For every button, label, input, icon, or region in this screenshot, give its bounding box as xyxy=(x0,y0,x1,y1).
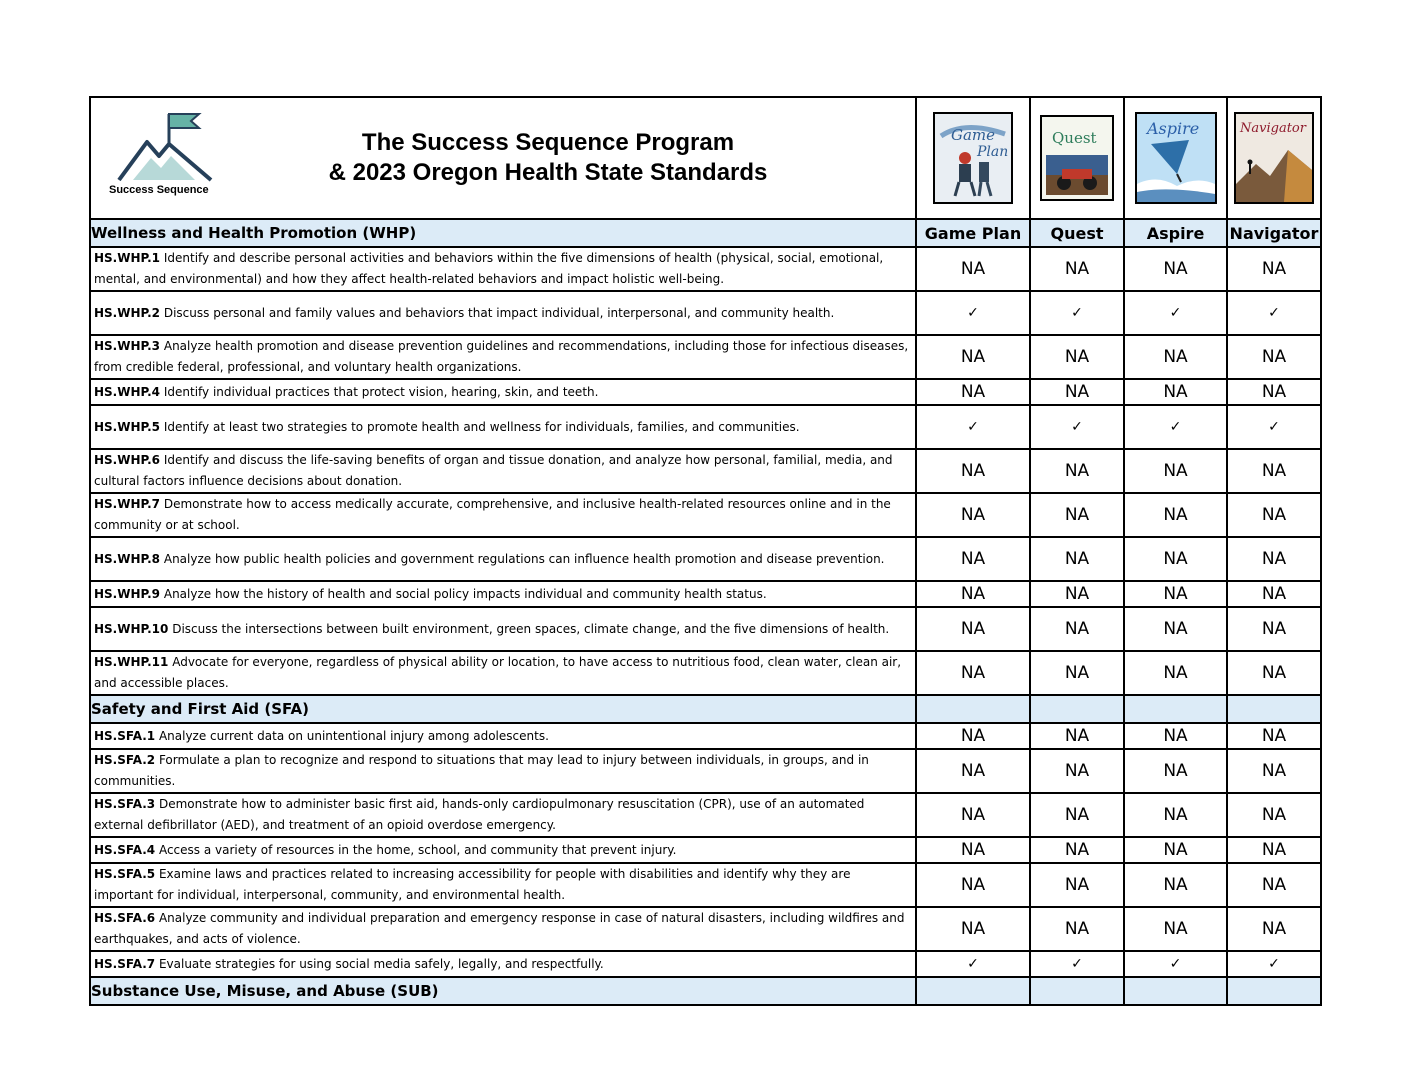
standard-row xyxy=(90,247,1321,291)
game-plan-cover xyxy=(933,112,1013,204)
standard-code: HS.SFA.6 xyxy=(94,911,156,925)
standard-row xyxy=(90,581,1321,607)
standard-description: Analyze how the history of health and social policy impacts individual and community health status. xyxy=(163,586,767,601)
value-cell-game-plan: NA xyxy=(916,651,1030,695)
standard-code: HS.WHP.2 xyxy=(94,305,161,320)
standard-code: HS.SFA.4 xyxy=(94,842,156,857)
check-mark-quest: ✓ xyxy=(1030,291,1124,335)
standard-row xyxy=(90,837,1321,863)
success-sequence-logo xyxy=(109,110,221,196)
standard-row xyxy=(90,379,1321,405)
logo-text: Success Sequence xyxy=(109,184,209,196)
standard-description: Analyze current data on unintentional injury among adolescents. xyxy=(158,728,549,743)
section-empty-cell xyxy=(916,977,1030,1005)
section-header-row xyxy=(90,977,1321,1005)
section-empty-cell xyxy=(1124,977,1227,1005)
value-cell-aspire: NA xyxy=(1124,581,1227,607)
value-cell-navigator: NA xyxy=(1227,493,1321,537)
standard-row xyxy=(90,723,1321,749)
column-header-game-plan: Game Plan xyxy=(916,219,1030,247)
title-line-1: The Success Sequence Program xyxy=(361,129,735,156)
value-cell-game-plan: NA xyxy=(916,247,1030,291)
standard-description: Access a variety of resources in the home, school, and community that prevent injury. xyxy=(158,842,677,857)
quest-book-cover-icon xyxy=(1042,117,1112,199)
standard-code: HS.SFA.1 xyxy=(94,728,156,743)
standard-row xyxy=(90,291,1321,335)
section-title: Safety and First Aid (SFA) xyxy=(90,695,916,723)
value-cell-aspire: NA xyxy=(1124,651,1227,695)
value-cell-navigator: NA xyxy=(1227,581,1321,607)
standard-code: HS.WHP.3 xyxy=(94,339,161,353)
value-cell-navigator: NA xyxy=(1227,379,1321,405)
value-cell-game-plan: NA xyxy=(916,749,1030,793)
value-cell-quest: NA xyxy=(1030,247,1124,291)
value-cell-game-plan: NA xyxy=(916,335,1030,379)
value-cell-game-plan: NA xyxy=(916,493,1030,537)
standard-code: HS.WHP.5 xyxy=(94,419,161,434)
standard-description: Identify and discuss the life-saving benefits of organ and tissue donation, and analyze how personal, familial, media, and cultural factors influence decisions about donation. xyxy=(94,453,893,488)
standard-cell xyxy=(90,247,916,291)
value-cell-quest: NA xyxy=(1030,793,1124,837)
page-title xyxy=(231,128,865,188)
section-header-row xyxy=(90,695,1321,723)
value-cell-game-plan: NA xyxy=(916,449,1030,493)
standard-row xyxy=(90,335,1321,379)
standard-description: Identify at least two strategies to promote health and wellness for individuals, families, and communities. xyxy=(163,419,800,434)
value-cell-navigator: NA xyxy=(1227,537,1321,581)
aspire-cover xyxy=(1135,112,1217,204)
navigator-cover xyxy=(1234,112,1314,204)
check-mark-game-plan: ✓ xyxy=(916,291,1030,335)
standard-description: Analyze health promotion and disease prevention guidelines and recommendations, including those for infectious diseases, from credible federal, professional, and voluntary health organizations. xyxy=(94,339,909,374)
standard-code: HS.WHP.4 xyxy=(94,384,161,399)
standard-cell xyxy=(90,651,916,695)
value-cell-quest: NA xyxy=(1030,493,1124,537)
check-mark-aspire: ✓ xyxy=(1124,291,1227,335)
check-mark-quest: ✓ xyxy=(1030,405,1124,449)
standard-description: Demonstrate how to administer basic first aid, hands-only cardiopulmonary resuscitation (CPR), use of an automated external defibrillator (AED), and treatment of an opioid overdose emergency. xyxy=(94,797,865,832)
standard-cell xyxy=(90,379,916,405)
value-cell-aspire: NA xyxy=(1124,379,1227,405)
value-cell-navigator: NA xyxy=(1227,837,1321,863)
value-cell-aspire: NA xyxy=(1124,607,1227,651)
standard-row xyxy=(90,793,1321,837)
value-cell-navigator: NA xyxy=(1227,651,1321,695)
standard-code: HS.SFA.2 xyxy=(94,753,156,767)
standard-description: Advocate for everyone, regardless of physical ability or location, to have access to nutritious food, clean water, clean air, and accessible places. xyxy=(94,655,902,690)
standard-description: Identify and describe personal activities and behaviors within the five dimensions of health (physical, social, emotional, mental, and environmental) and how they affect health-related behaviors and impact holistic well-being. xyxy=(94,251,884,286)
standard-description: Formulate a plan to recognize and respond to situations that may lead to injury between individuals, in groups, and in communities. xyxy=(94,753,869,788)
value-cell-quest: NA xyxy=(1030,607,1124,651)
standard-cell xyxy=(90,723,916,749)
svg-text:Plan: Plan xyxy=(977,144,1009,160)
value-cell-aspire: NA xyxy=(1124,793,1227,837)
section-empty-cell xyxy=(916,695,1030,723)
aspire-cover-cell xyxy=(1124,97,1227,219)
standards-table xyxy=(89,96,1322,1006)
title-line-2: & 2023 Oregon Health State Standards xyxy=(328,159,768,186)
standard-cell xyxy=(90,291,916,335)
standard-description: Discuss personal and family values and behaviors that impact individual, interpersonal, and community health. xyxy=(163,305,835,320)
value-cell-quest: NA xyxy=(1030,863,1124,907)
check-mark-navigator: ✓ xyxy=(1227,405,1321,449)
standard-code: HS.WHP.1 xyxy=(94,251,161,265)
standard-code: HS.SFA.7 xyxy=(94,956,156,971)
standard-code: HS.WHP.9 xyxy=(94,586,161,601)
value-cell-game-plan: NA xyxy=(916,379,1030,405)
section-empty-cell xyxy=(1227,695,1321,723)
value-cell-navigator: NA xyxy=(1227,723,1321,749)
standard-code: HS.WHP.6 xyxy=(94,453,161,467)
standard-cell xyxy=(90,951,916,977)
standard-cell xyxy=(90,449,916,493)
value-cell-aspire: NA xyxy=(1124,723,1227,749)
standard-cell xyxy=(90,581,916,607)
aspire-book-cover-icon xyxy=(1137,114,1215,202)
navigator-cover-cell xyxy=(1227,97,1321,219)
standard-description: Identify individual practices that protect vision, hearing, skin, and teeth. xyxy=(163,384,599,399)
check-mark-navigator: ✓ xyxy=(1227,291,1321,335)
quest-cover xyxy=(1040,115,1114,201)
svg-text:Navigator: Navigator xyxy=(1240,121,1306,136)
standard-code: HS.SFA.5 xyxy=(94,867,156,881)
value-cell-quest: NA xyxy=(1030,335,1124,379)
value-cell-aspire: NA xyxy=(1124,537,1227,581)
value-cell-quest: NA xyxy=(1030,449,1124,493)
title-cell xyxy=(90,97,916,219)
value-cell-aspire: NA xyxy=(1124,837,1227,863)
quest-cover-cell xyxy=(1030,97,1124,219)
standard-row xyxy=(90,493,1321,537)
standard-cell xyxy=(90,493,916,537)
mountain-flag-icon xyxy=(117,110,213,182)
standard-description: Analyze community and individual preparation and emergency response in case of natural disasters, including wildfires and earthquakes, and acts of violence. xyxy=(94,911,905,946)
value-cell-quest: NA xyxy=(1030,537,1124,581)
value-cell-navigator: NA xyxy=(1227,749,1321,793)
check-mark-quest: ✓ xyxy=(1030,951,1124,977)
standard-code: HS.WHP.7 xyxy=(94,497,161,511)
section-empty-cell xyxy=(1124,695,1227,723)
value-cell-aspire: NA xyxy=(1124,247,1227,291)
value-cell-navigator: NA xyxy=(1227,335,1321,379)
column-header-quest: Quest xyxy=(1030,219,1124,247)
standard-code: HS.SFA.3 xyxy=(94,797,156,811)
value-cell-navigator: NA xyxy=(1227,863,1321,907)
check-mark-aspire: ✓ xyxy=(1124,405,1227,449)
game-plan-book-cover-icon xyxy=(935,114,1011,202)
value-cell-aspire: NA xyxy=(1124,907,1227,951)
check-mark-game-plan: ✓ xyxy=(916,405,1030,449)
value-cell-navigator: NA xyxy=(1227,449,1321,493)
svg-text:Aspire: Aspire xyxy=(1146,119,1199,138)
check-mark-game-plan: ✓ xyxy=(916,951,1030,977)
value-cell-navigator: NA xyxy=(1227,907,1321,951)
value-cell-quest: NA xyxy=(1030,723,1124,749)
standard-cell xyxy=(90,607,916,651)
svg-text:Quest: Quest xyxy=(1052,129,1097,147)
navigator-book-cover-icon xyxy=(1236,114,1312,202)
standard-cell xyxy=(90,405,916,449)
standard-row xyxy=(90,607,1321,651)
svg-text:Game: Game xyxy=(951,126,996,144)
value-cell-quest: NA xyxy=(1030,837,1124,863)
section-empty-cell xyxy=(1030,977,1124,1005)
value-cell-aspire: NA xyxy=(1124,449,1227,493)
title-row xyxy=(90,97,1321,219)
check-mark-navigator: ✓ xyxy=(1227,951,1321,977)
standard-row xyxy=(90,749,1321,793)
value-cell-game-plan: NA xyxy=(916,793,1030,837)
standard-description: Demonstrate how to access medically accurate, comprehensive, and inclusive health-related resources online and in the community or at school. xyxy=(94,497,891,532)
standard-cell xyxy=(90,907,916,951)
standard-cell xyxy=(90,335,916,379)
standard-description: Evaluate strategies for using social media safely, legally, and respectfully. xyxy=(158,956,604,971)
standard-cell xyxy=(90,793,916,837)
value-cell-quest: NA xyxy=(1030,651,1124,695)
value-cell-game-plan: NA xyxy=(916,907,1030,951)
value-cell-quest: NA xyxy=(1030,907,1124,951)
value-cell-game-plan: NA xyxy=(916,837,1030,863)
standard-description: Analyze how public health policies and government regulations can influence health promotion and disease prevention. xyxy=(163,551,885,566)
value-cell-game-plan: NA xyxy=(916,537,1030,581)
value-cell-navigator: NA xyxy=(1227,247,1321,291)
value-cell-game-plan: NA xyxy=(916,581,1030,607)
standard-row xyxy=(90,405,1321,449)
value-cell-quest: NA xyxy=(1030,379,1124,405)
value-cell-aspire: NA xyxy=(1124,335,1227,379)
section-empty-cell xyxy=(1227,977,1321,1005)
standard-row xyxy=(90,907,1321,951)
column-header-aspire: Aspire xyxy=(1124,219,1227,247)
column-header-navigator: Navigator xyxy=(1227,219,1321,247)
standard-cell xyxy=(90,863,916,907)
value-cell-quest: NA xyxy=(1030,749,1124,793)
section-title: Substance Use, Misuse, and Abuse (SUB) xyxy=(90,977,916,1005)
value-cell-game-plan: NA xyxy=(916,607,1030,651)
section-empty-cell xyxy=(1030,695,1124,723)
standard-row xyxy=(90,951,1321,977)
check-mark-aspire: ✓ xyxy=(1124,951,1227,977)
value-cell-aspire: NA xyxy=(1124,493,1227,537)
value-cell-quest: NA xyxy=(1030,581,1124,607)
standard-row xyxy=(90,449,1321,493)
value-cell-game-plan: NA xyxy=(916,863,1030,907)
game-plan-cover-cell xyxy=(916,97,1030,219)
section-header-row xyxy=(90,219,1321,247)
standard-description: Examine laws and practices related to increasing accessibility for people with disabilities and identify why they are important for individual, interpersonal, community, and environmental health. xyxy=(94,867,851,902)
standard-row xyxy=(90,651,1321,695)
standard-row xyxy=(90,537,1321,581)
value-cell-aspire: NA xyxy=(1124,749,1227,793)
standard-cell xyxy=(90,537,916,581)
value-cell-game-plan: NA xyxy=(916,723,1030,749)
section-title: Wellness and Health Promotion (WHP) xyxy=(90,219,916,247)
value-cell-navigator: NA xyxy=(1227,793,1321,837)
standard-description: Discuss the intersections between built environment, green spaces, climate change, and the five dimensions of health. xyxy=(172,621,890,636)
standard-code: HS.WHP.8 xyxy=(94,551,161,566)
value-cell-aspire: NA xyxy=(1124,863,1227,907)
standard-code: HS.WHP.11 xyxy=(94,655,169,669)
standard-cell xyxy=(90,837,916,863)
value-cell-navigator: NA xyxy=(1227,607,1321,651)
standard-code: HS.WHP.10 xyxy=(94,621,169,636)
standard-row xyxy=(90,863,1321,907)
standard-cell xyxy=(90,749,916,793)
